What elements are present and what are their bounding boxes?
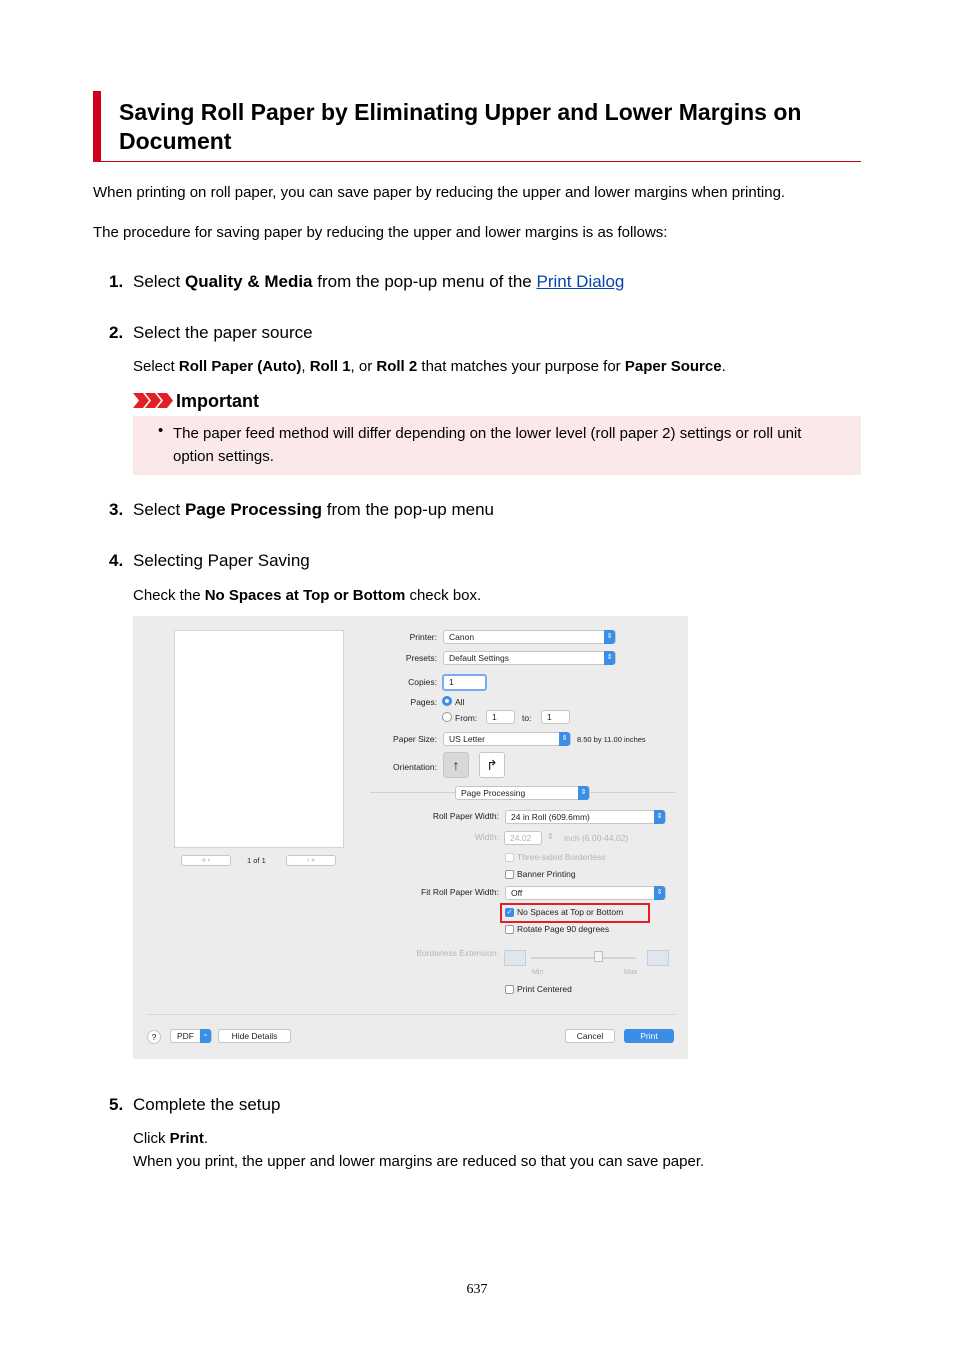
paper-size-label: Paper Size:	[393, 734, 437, 744]
fit-width-label: Fit Roll Paper Width:	[421, 887, 499, 897]
banner-label: Banner Printing	[517, 869, 576, 879]
step-text-part: Select	[133, 500, 185, 519]
page-preview	[174, 630, 344, 848]
text-part: check box.	[405, 587, 482, 604]
step-bold-term: Page Processing	[184, 500, 322, 519]
text-part: .	[721, 358, 726, 375]
extension-slider-track[interactable]	[531, 957, 636, 959]
pane-menu-value: Page Processing	[461, 788, 526, 798]
pdf-label: PDF	[177, 1031, 194, 1041]
select-arrow-icon: ⇕	[578, 786, 589, 800]
divider	[147, 1014, 676, 1015]
prev-page-buttons[interactable]: « ‹	[181, 855, 231, 866]
banner-checkbox[interactable]	[505, 870, 514, 879]
paper-size-select[interactable]	[443, 732, 571, 746]
text-part: Check the	[133, 587, 205, 604]
copies-input[interactable]: 1	[442, 674, 487, 691]
step-4-text: Selecting Paper Saving	[133, 551, 310, 570]
text-part: that matches your purpose for	[417, 358, 625, 375]
step-number: 5.	[109, 1095, 124, 1114]
fit-width-select[interactable]	[505, 886, 666, 900]
bullet: •	[158, 422, 164, 439]
step-4-detail	[133, 584, 481, 607]
pages-label: Pages:	[410, 697, 437, 707]
three-sided-checkbox[interactable]	[505, 853, 514, 862]
rotate-checkbox[interactable]	[505, 925, 514, 934]
text-part: Select	[133, 358, 179, 375]
to-input[interactable]: 1	[541, 710, 570, 724]
fit-width-value: Off	[511, 888, 523, 898]
stepper-icon[interactable]: ⇕	[547, 832, 554, 841]
bold-term: Roll 1	[309, 358, 351, 375]
pages-all-label: All	[455, 697, 465, 707]
select-arrow-icon: ⇕	[604, 651, 615, 665]
important-text: The paper feed method will differ depending on the lower level (roll paper 2) settings or roll unit option settings.	[173, 425, 802, 465]
text-part: ,	[301, 358, 310, 375]
print-dialog-link[interactable]: Print Dialog	[536, 272, 625, 291]
print-centered-label: Print Centered	[517, 984, 572, 994]
select-arrow-icon: ⇕	[604, 630, 615, 644]
landscape-orientation-icon[interactable]: ↱	[479, 752, 505, 778]
paper-size-value: US Letter	[449, 734, 485, 744]
roll-width-label: Roll Paper Width:	[432, 811, 499, 821]
pane-menu-select[interactable]	[455, 786, 590, 800]
bold-term: Paper Source	[624, 358, 722, 375]
help-button[interactable]: ?	[147, 1030, 161, 1044]
intro-paragraph-1: When printing on roll paper, you can save paper by reducing the upper and lower margins when printing.	[93, 184, 786, 201]
title-divider	[93, 161, 861, 162]
step-2-text: Select the paper source	[133, 323, 313, 342]
max-label: Max	[624, 969, 638, 976]
intro-paragraph-2: The procedure for saving paper by reducing the upper and lower margins is as follows:	[93, 224, 668, 241]
paper-size-dims: 8.50 by 11.00 inches	[577, 735, 646, 744]
pages-all-radio[interactable]	[442, 696, 452, 706]
print-centered-checkbox[interactable]	[505, 985, 514, 994]
next-page-buttons[interactable]: › »	[286, 855, 336, 866]
page-number: 637	[466, 1282, 488, 1297]
step-number: 1.	[109, 272, 124, 291]
step-text-part: from the pop-up menu of the	[312, 272, 537, 291]
step-bold-term: Quality & Media	[184, 272, 313, 291]
printer-select[interactable]	[443, 630, 616, 644]
roll-width-select[interactable]	[505, 810, 666, 824]
step-text-part: from the pop-up menu	[322, 500, 494, 519]
width-label: Width:	[474, 832, 499, 842]
no-spaces-label: No Spaces at Top or Bottom	[517, 907, 624, 917]
min-extension-icon	[504, 950, 526, 966]
min-label: Min	[532, 969, 544, 976]
borderless-ext-label: Borderless Extension:	[416, 948, 499, 958]
step-5-result: When you print, the upper and lower margins are reduced so that you can save paper.	[133, 1153, 705, 1170]
print-dialog-screenshot	[133, 616, 688, 1059]
step-number: 2.	[109, 323, 124, 342]
step-3-text	[133, 500, 494, 520]
from-input[interactable]: 1	[486, 710, 515, 724]
width-input[interactable]: 24.02	[504, 831, 542, 845]
important-arrows-icon	[133, 393, 173, 408]
extension-slider-thumb[interactable]	[594, 951, 603, 962]
step-2-detail	[133, 355, 726, 378]
printer-value: Canon	[449, 632, 475, 642]
max-extension-icon	[647, 950, 669, 966]
three-sided-label: Three-sided Borderless	[517, 852, 606, 862]
select-arrow-icon: ⇕	[559, 732, 570, 746]
presets-value: Default Settings	[449, 653, 510, 663]
width-unit: inch (6.00-44.02)	[564, 833, 629, 843]
copies-label: Copies:	[408, 677, 437, 687]
orientation-label: Orientation:	[393, 762, 437, 772]
bold-term: Roll Paper (Auto)	[178, 358, 302, 375]
title-accent-bar	[93, 91, 101, 162]
step-text-part: Select	[133, 272, 185, 291]
step-5-detail	[133, 1127, 704, 1173]
page-title: Saving Roll Paper by Eliminating Upper and Lower Margins on Document	[119, 99, 802, 154]
step-5-text: Complete the setup	[133, 1095, 281, 1114]
step-number: 3.	[109, 500, 124, 519]
pages-from-radio[interactable]	[442, 712, 452, 722]
text-part: .	[203, 1130, 209, 1147]
bold-term: Print	[169, 1130, 204, 1147]
pages-to-label: to:	[522, 713, 532, 723]
text-part: Click	[133, 1130, 170, 1147]
pdf-button[interactable]	[170, 1029, 212, 1043]
select-arrow-icon: ⇕	[654, 886, 665, 900]
portrait-orientation-icon[interactable]: ↑	[443, 752, 469, 778]
presets-select[interactable]	[443, 651, 616, 665]
hide-details-button[interactable]: Hide Details	[218, 1029, 291, 1043]
rotate-label: Rotate Page 90 degrees	[517, 924, 610, 934]
text-part: , or	[350, 358, 377, 375]
step-number: 4.	[109, 551, 124, 570]
chevron-down-icon: ⌄	[200, 1029, 211, 1043]
pages-from-label: From:	[455, 713, 478, 723]
step-1-text	[133, 272, 624, 292]
bold-term: Roll 2	[376, 358, 418, 375]
no-spaces-checkbox[interactable]: ✓	[506, 909, 513, 916]
print-button[interactable]: Print	[624, 1029, 674, 1043]
printer-label: Printer:	[409, 632, 437, 642]
cancel-button[interactable]: Cancel	[565, 1029, 615, 1043]
important-label: Important	[176, 391, 259, 411]
roll-width-value: 24 in Roll (609.6mm)	[511, 812, 590, 822]
bold-term: No Spaces at Top or Bottom	[204, 587, 406, 604]
presets-label: Presets:	[405, 653, 437, 663]
page-indicator: 1 of 1	[247, 856, 266, 865]
select-arrow-icon: ⇕	[654, 810, 665, 824]
